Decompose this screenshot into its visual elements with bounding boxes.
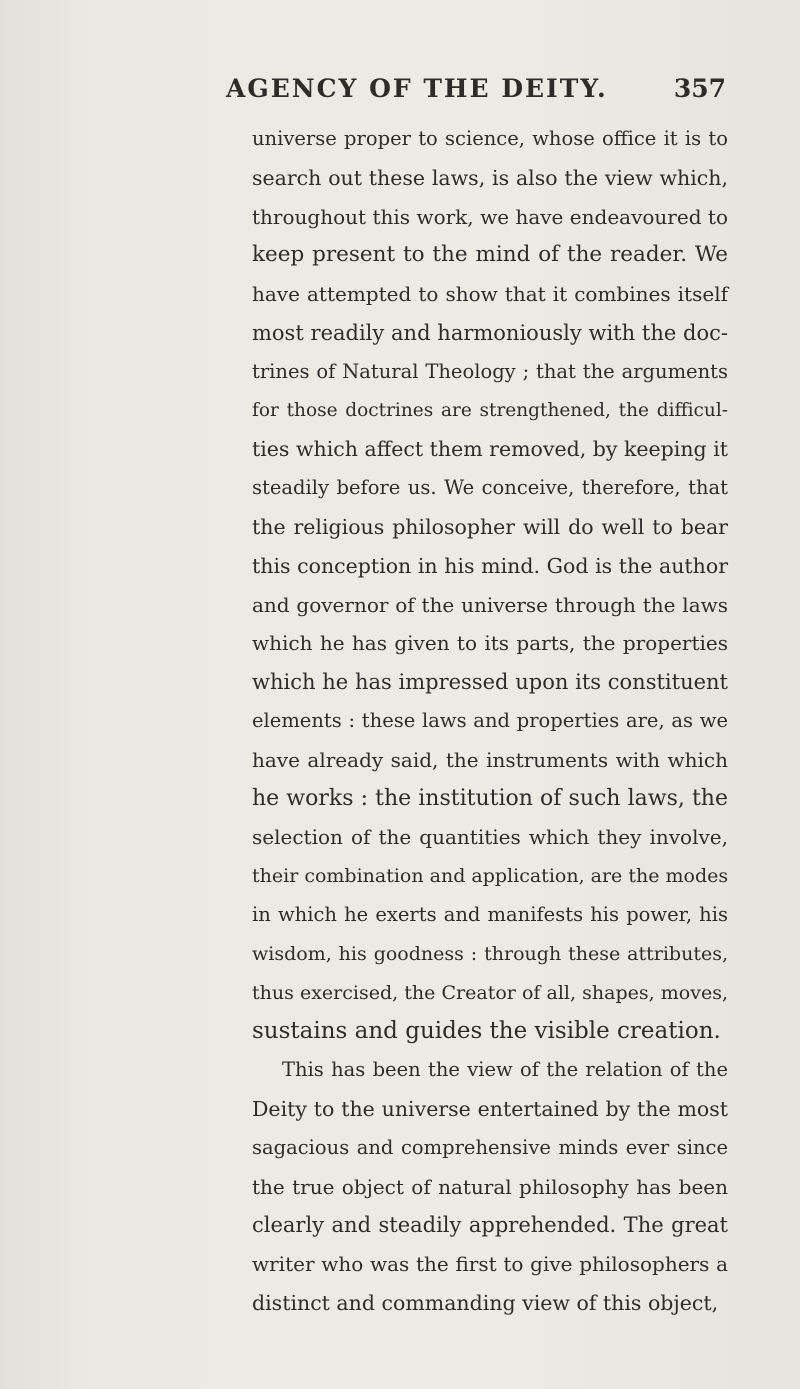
running-head: AGENCY OF THE DEITY. — [226, 74, 608, 103]
text-line: keep present to the mind of the reader. We — [252, 242, 728, 268]
text-line: sagacious and comprehensive minds ever since — [252, 1135, 728, 1159]
text-line: ties which affect them removed, by keeping it — [252, 437, 728, 462]
text-line: steadily before us. We conceive, therefore, that — [252, 476, 728, 500]
text-line: elements : these laws and properties are, as we — [252, 708, 728, 732]
text-line: universe proper to science, whose office it is to — [252, 127, 728, 150]
page-number: 357 — [673, 74, 726, 103]
text-line: which he has given to its parts, the properties — [252, 631, 728, 656]
text-line: which he has impressed upon its constituent — [252, 670, 728, 695]
text-line: wisdom, his goodness : through these attributes, — [252, 942, 728, 965]
text-line: in which he exerts and manifests his power, his — [252, 902, 728, 926]
text-line: the true object of natural philosophy has been — [252, 1174, 728, 1199]
text-line: trines of Natural Theology ; that the arguments — [252, 359, 728, 383]
text-line: the religious philosopher will do well to bear — [252, 514, 728, 539]
text-line: selection of the quantities which they involve, — [252, 825, 728, 850]
text-line: their combination and application, are the modes — [252, 865, 729, 888]
text-line: he works : the institution of such laws, the — [252, 785, 728, 811]
body-text — [252, 120, 728, 1323]
text-line: for those doctrines are strengthened, the difficul- — [252, 399, 728, 421]
page-header — [226, 74, 726, 114]
text-line: this conception in his mind. God is the author — [252, 553, 728, 578]
text-line: This has been the view of the relation of the — [282, 1058, 728, 1082]
text-line: and governor of the universe through the laws — [252, 592, 728, 617]
text-line: Deity to the universe entertained by the most — [252, 1096, 728, 1121]
text-line: have attempted to show that it combines itself — [252, 282, 728, 307]
text-line: search out these laws, is also the view which, — [252, 165, 728, 190]
text-line: most readily and harmoniously with the doc- — [252, 320, 728, 345]
text-line: throughout this work, we have endeavoured to — [252, 204, 728, 229]
text-line: writer who was the first to give philosophers a — [252, 1252, 728, 1277]
text-line: distinct and commanding view of this object, — [252, 1290, 719, 1315]
text-line: thus exercised, the Creator of all, shapes, moves, — [252, 981, 728, 1004]
text-line: sustains and guides the visible creation. — [252, 1018, 721, 1045]
text-line: clearly and steadily apprehended. The great — [252, 1213, 728, 1238]
text-line: have already said, the instruments with which — [252, 747, 728, 772]
